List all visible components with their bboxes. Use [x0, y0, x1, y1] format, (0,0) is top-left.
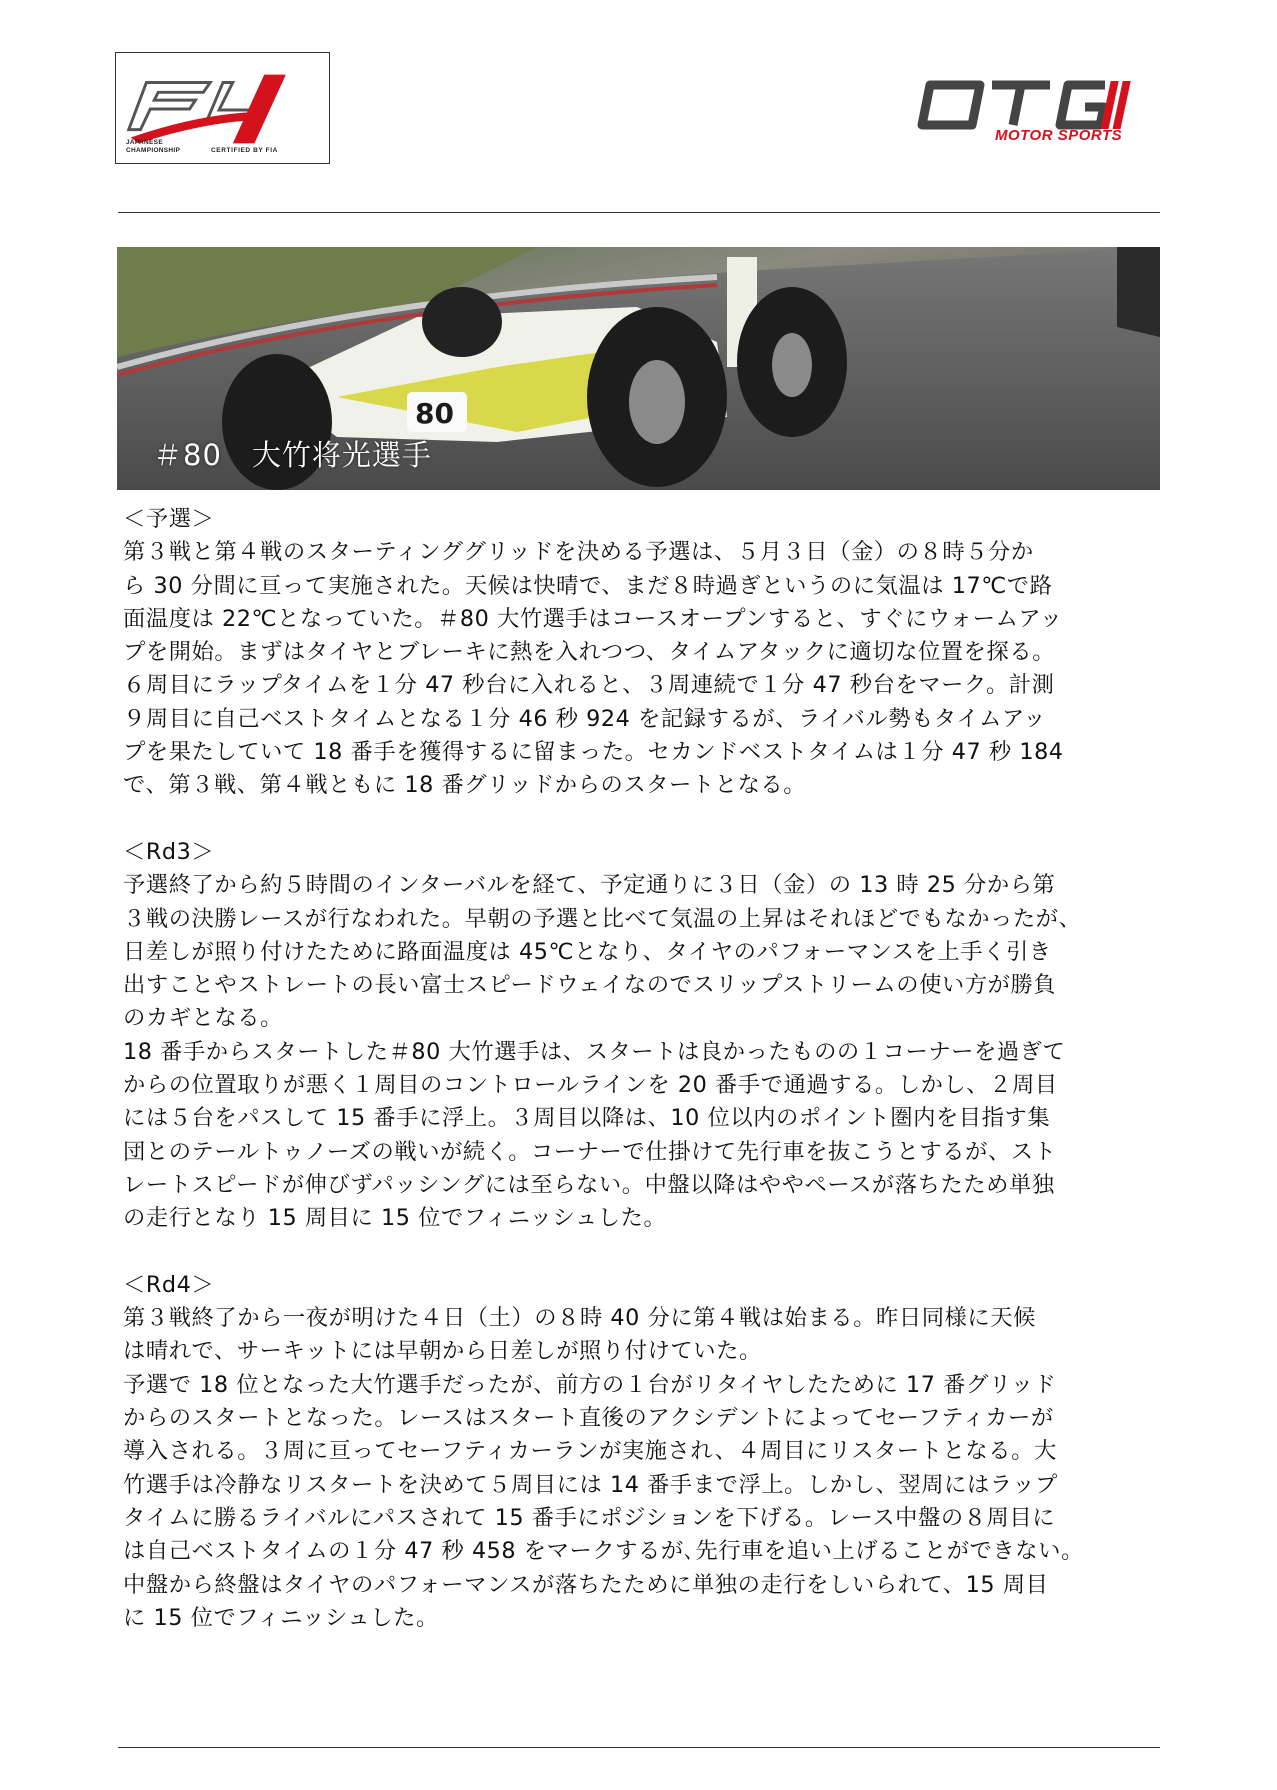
paragraph-line: 導入される。３周に亘ってセーフティカーランが実施され、４周目にリスタートとなる。大 [123, 1438, 1057, 1465]
paragraph-line: 面温度は 22℃となっていた。＃80 大竹選手はコースオープンすると、すぐにウォームアッ [123, 605, 1063, 632]
paragraph-line: プを開始。まずはタイヤとブレーキに熱を入れつつ、タイムアタックに適切な位置を探る。 [123, 639, 1056, 666]
paragraph-line: 第３戦と第４戦のスターティンググリッドを決める予選は、５月３日（金）の８時５分か [123, 539, 1034, 566]
paragraph-line: ９周目に自己ベストタイムとなる１分 46 秒 924 を記録するが、ライバル勢もタイムアッ [123, 705, 1047, 732]
paragraph-line: は晴れで、サーキットには早朝から日差しが照り付けていた。 [123, 1338, 762, 1365]
report-body [123, 503, 1168, 1635]
paragraph-line: のカギとなる。 [123, 1005, 283, 1032]
hero-photo [117, 247, 1160, 490]
paragraph-line: の走行となり 15 周目に 15 位でフィニッシュした。 [123, 1205, 667, 1232]
section-heading: ＜予選＞ [123, 506, 215, 532]
paragraph-line: タイムに勝るライバルにパスされて 15 番手にポジションを下げる。レース中盤の８周目に [123, 1504, 1056, 1531]
f4-certified-text: CERTIFIED BY FIA [211, 147, 278, 154]
paragraph-line: は自己ベストタイムの１分 47 秒 458 をマークするが､先行車を追い上げることができない。 [123, 1538, 1084, 1565]
paragraph-line: レートスピードが伸びずパッシングには至らない。中盤以降はややペースが落ちたため単独 [123, 1171, 1055, 1198]
paragraph-line: 竹選手は冷静なリスタートを決めて５周目には 14 番手まで浮上。しかし、翌周にはラップ [123, 1471, 1058, 1498]
paragraph-line: プを果たしていて 18 番手を獲得するに留まった。セカンドベストタイムは１分 47 秒 184 [123, 739, 1064, 766]
paragraph-line: からのスタートとなった。レースはスタート直後のアクシデントによってセーフティカーが [123, 1405, 1054, 1432]
paragraph-line: 18 番手からスタートした＃80 大竹選手は、スタートは良かったものの１コーナーを過ぎて [123, 1038, 1066, 1065]
paragraph-line: には５台をパスして 15 番手に浮上。３周目以降は、10 位以内のポイント圏内を目指す集 [123, 1105, 1051, 1132]
footer-divider [118, 1747, 1160, 1748]
f4-caption [126, 139, 180, 155]
paragraph-line: ら 30 分間に亘って実施された。天候は快晴で、まだ８時過ぎというのに気温は 17℃で路 [123, 572, 1053, 599]
section-rd3 [123, 836, 1168, 1236]
svg-text:80: 80 [415, 397, 454, 430]
paragraph-line: 予選終了から約５時間のインターバルを経て、予定通りに３日（金）の 13 時 25 分から第 [123, 872, 1056, 899]
header-divider [118, 212, 1160, 213]
section-heading: ＜Rd4＞ [123, 1271, 215, 1298]
f4-caption-line2: CHAMPIONSHIP [126, 147, 181, 154]
driver-caption: ＃80 大竹将光選手 [153, 438, 432, 472]
paragraph-line: で、第３戦、第４戦ともに 18 番グリッドからのスタートとなる。 [123, 772, 807, 799]
paragraph-line: 団とのテールトゥノーズの戦いが続く。コーナーで仕掛けて先行車を抜こうとするが、スト [123, 1138, 1057, 1165]
paragraph-line: に 15 位でフィニッシュした。 [123, 1604, 439, 1631]
paragraph-line: 中盤から終盤はタイヤのパフォーマンスが落ちたために単独の走行をしいられて、15 周目 [123, 1571, 1049, 1598]
f4-championship-logo [115, 52, 330, 164]
section-qualifying [123, 503, 1168, 803]
paragraph-line: 第３戦終了から一夜が明けた４日（土）の８時 40 分に第４戦は始まる。昨日同様に天候 [123, 1305, 1036, 1332]
paragraph-line: ６周目にラップタイムを１分 47 秒台に入れると、３周連続で１分 47 秒台をマーク。計測 [123, 672, 1055, 699]
section-heading: ＜Rd3＞ [123, 838, 215, 865]
paragraph-line: 予選で 18 位となった大竹選手だったが、前方の１台がリタイヤしたために 17 番グリッド [123, 1371, 1057, 1398]
paragraph-line: 日差しが照り付けたために路面温度は 45℃となり、タイヤのパフォーマンスを上手く引き [123, 938, 1052, 965]
paragraph-line: からの位置取りが悪く１周目のコントロールラインを 20 番手で通過する。しかし、２周目 [123, 1072, 1058, 1099]
paragraph-line: 出すことやストレートの長い富士スピードウェイなのでスリップストリームの使い方が勝負 [123, 972, 1057, 999]
section-rd4 [123, 1269, 1168, 1635]
paragraph-line: ３戦の決勝レースが行なわれた。早朝の予選と比べて気温の上昇はそれほどでもなかったが、 [123, 905, 1082, 932]
f4-caption-line1: JAPANESE [126, 139, 163, 146]
otg-subtitle: MOTOR SPORTS [995, 127, 1123, 144]
